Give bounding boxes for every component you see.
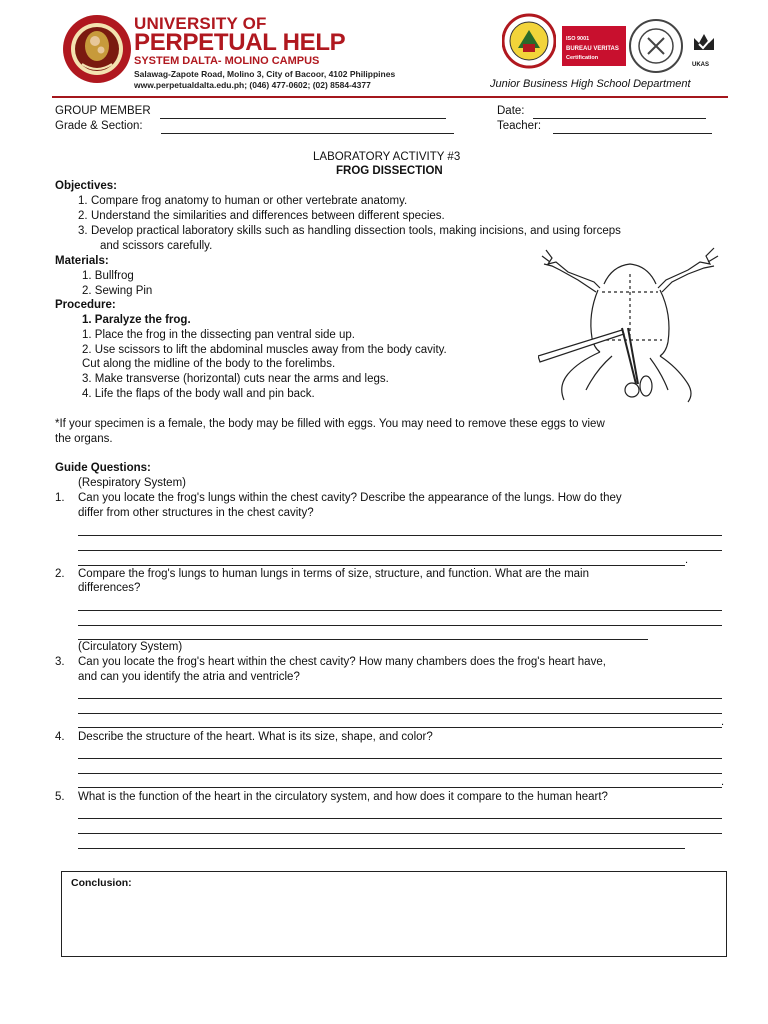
cert-label-text: Certification (566, 55, 599, 61)
objective-item: Understand the similarities and differences between different species. (91, 210, 445, 222)
section-circulatory: (Circulatory System) (78, 641, 183, 653)
question-number: 1. (55, 492, 65, 504)
question-number: 3. (55, 656, 65, 668)
school-contact: www.perpetualdalta.edu.ph; (046) 477-0602; (02) 8584-4377 (134, 80, 371, 90)
answer-line[interactable] (78, 625, 722, 626)
material-item: 2. Sewing Pin (82, 285, 153, 297)
question-1-text-continued: differ from other structures in the chest cavity? (78, 507, 314, 519)
answer-line[interactable] (78, 610, 722, 611)
specimen-note: *If your specimen is a female, the body may be filled with eggs. You may need to remove these eggs to view (55, 418, 605, 430)
bureau-veritas-emblem (628, 18, 684, 74)
question-number: 5. (55, 791, 65, 803)
answer-line[interactable] (78, 727, 722, 728)
answer-period: . (721, 716, 725, 728)
answer-line[interactable] (78, 787, 722, 788)
conclusion-box[interactable] (61, 871, 727, 957)
procedure-step: Cut along the midline of the body to the forelimbs. (82, 358, 336, 370)
answer-line[interactable] (78, 639, 648, 640)
answer-line[interactable] (78, 550, 722, 551)
question-4-text: Describe the structure of the heart. What is its size, shape, and color? (78, 731, 433, 743)
group-member-label: GROUP MEMBER (55, 105, 151, 117)
answer-line[interactable] (78, 713, 722, 714)
question-3-text: Can you locate the frog's heart within the chest cavity? How many chambers does the frog's heart have, (78, 656, 606, 668)
activity-subtitle: FROG DISSECTION (336, 165, 443, 177)
teacher-field[interactable] (553, 133, 712, 134)
university-seal-logo (62, 14, 132, 84)
grade-section-label: Grade & Section: (55, 120, 143, 132)
answer-period: . (721, 776, 725, 788)
conclusion-label: Conclusion: (71, 877, 132, 889)
question-number: 2. (55, 568, 65, 580)
cert-iso-text: ISO 9001 (566, 36, 590, 42)
objective-number: 2. (78, 210, 88, 222)
answer-period: . (685, 554, 689, 566)
procedure-step-heading: 1. Paralyze the frog. (82, 314, 191, 326)
answer-line[interactable] (78, 773, 722, 774)
frog-dissection-illustration (538, 244, 722, 404)
department-name: Junior Business High School Department (490, 78, 691, 90)
specimen-note-continued: the organs. (55, 433, 113, 445)
campus-name: SYSTEM DALTA- MOLINO CAMPUS (134, 55, 320, 67)
university-name-line2: PERPETUAL HELP (134, 29, 346, 56)
question-5-text: What is the function of the heart in the circulatory system, and how does it compare to the human heart? (78, 791, 608, 803)
objective-item-continued: and scissors carefully. (100, 240, 213, 252)
school-address: Salawag-Zapote Road, Molino 3, City of Bacoor, 4102 Philippines (134, 69, 396, 79)
header-divider (52, 96, 728, 98)
procedure-step: 3. Make transverse (horizontal) cuts near the arms and legs. (82, 373, 389, 385)
answer-line[interactable] (78, 535, 722, 536)
objective-item: Develop practical laboratory skills such as handling dissection tools, making incisions, and using forceps (91, 225, 621, 237)
objective-number: 1. (78, 195, 88, 207)
procedure-step: 2. Use scissors to lift the abdominal muscles away from the body cavity. (82, 344, 447, 356)
answer-line[interactable] (78, 698, 722, 699)
procedure-step: 1. Place the frog in the dissecting pan ventral side up. (82, 329, 355, 341)
teacher-label: Teacher: (497, 120, 542, 132)
objective-item: Compare frog anatomy to human or other vertebrate anatomy. (91, 195, 408, 207)
materials-heading: Materials: (55, 255, 109, 267)
ukas-text: UKAS (692, 62, 710, 68)
procedure-step: 4. Life the flaps of the body wall and pin back. (82, 388, 315, 400)
date-label: Date: (497, 105, 525, 117)
objective-number: 3. (78, 225, 88, 237)
objectives-heading: Objectives: (55, 180, 117, 192)
answer-line[interactable] (78, 565, 685, 566)
group-member-field[interactable] (160, 118, 446, 119)
answer-line[interactable] (78, 833, 722, 834)
section-respiratory: (Respiratory System) (78, 477, 186, 489)
question-3-text-continued: and can you identify the atria and ventricle? (78, 671, 300, 683)
question-1-text: Can you locate the frog's lungs within the chest cavity? Describe the appearance of the lungs. How do they (78, 492, 622, 504)
department-seal-logo (502, 12, 556, 70)
procedure-heading: Procedure: (55, 299, 116, 311)
answer-line[interactable] (78, 818, 722, 819)
ukas-crown-icon (690, 28, 718, 64)
university-name-line1: UNIVERSITY OF (134, 14, 267, 33)
activity-title: LABORATORY ACTIVITY #3 (313, 151, 461, 163)
question-number: 4. (55, 731, 65, 743)
answer-line[interactable] (78, 758, 722, 759)
question-2-text: Compare the frog's lungs to human lungs in terms of size, structure, and function. What are the main (78, 568, 590, 580)
question-2-text-continued: differences? (78, 582, 141, 594)
grade-section-field[interactable] (161, 133, 454, 134)
guide-questions-heading: Guide Questions: (55, 462, 151, 474)
material-item: 1. Bullfrog (82, 270, 134, 282)
date-field[interactable] (533, 118, 706, 119)
answer-line[interactable] (78, 848, 685, 849)
cert-bv-text: BUREAU VERITAS (566, 46, 619, 52)
